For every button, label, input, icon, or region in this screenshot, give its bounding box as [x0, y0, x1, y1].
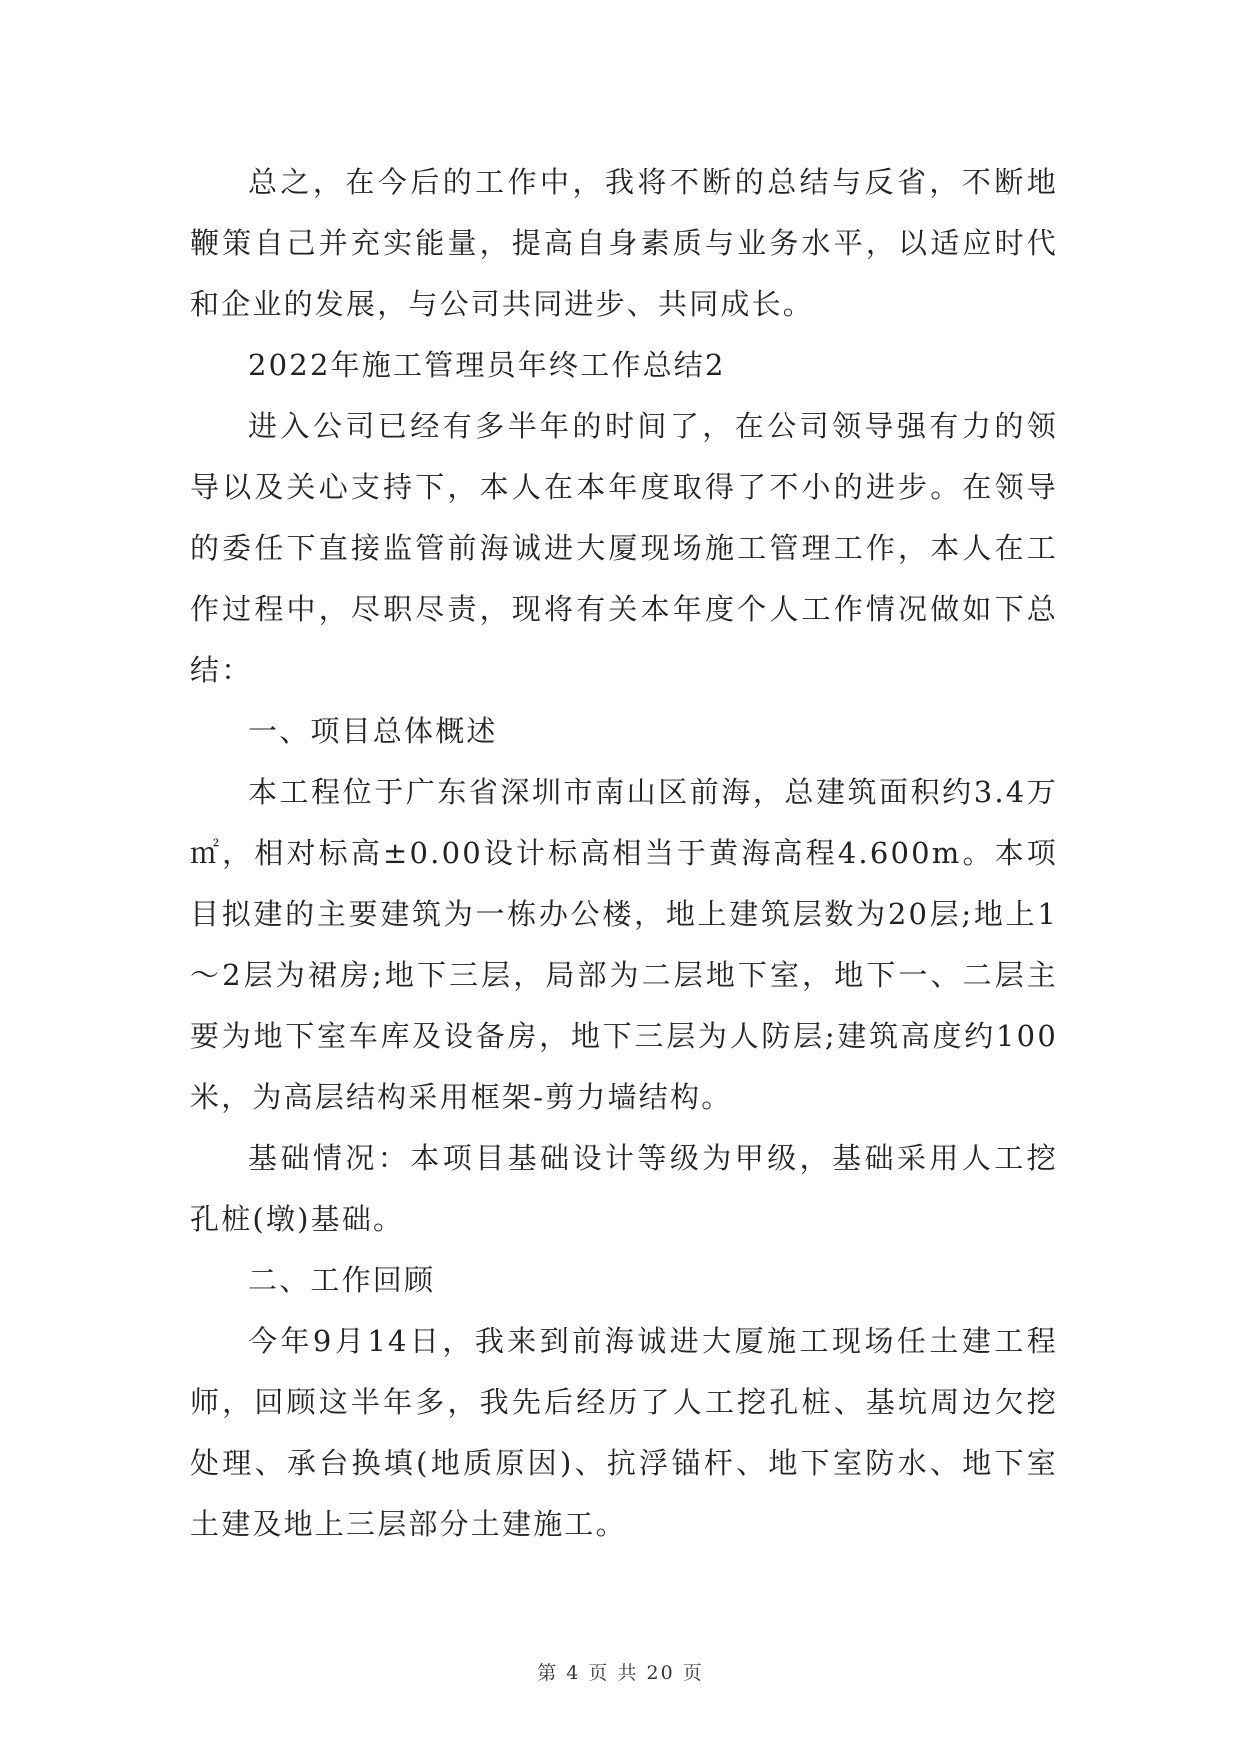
paragraph-project-description: 本工程位于广东省深圳市南山区前海，总建筑面积约3.4万㎡，相对标高±0.00设计标高相当于黄海高程4.600m。本项目拟建的主要建筑为一栋办公楼，地上建筑层数为20层;地上1～2层为裙房;地下三层，局部为二层地下室，地下一、二层主要为地下室车库及设备房，地下三层为人防层;建筑高度约100米，为高层结构采用框架-剪力墙结构。 — [190, 775, 1058, 1114]
document-body — [190, 152, 1058, 1555]
paragraph-foundation: 基础情况：本项目基础设计等级为甲级，基础采用人工挖孔桩(墩)基础。 — [190, 1141, 1058, 1236]
heading-project-overview: 一、项目总体概述 — [248, 714, 498, 748]
heading-work-review: 二、工作回顾 — [248, 1263, 436, 1297]
section-title: 2022年施工管理员年终工作总结2 — [248, 348, 726, 382]
paragraph-work-review: 今年9月14日，我来到前海诚进大厦施工现场任土建工程师，回顾这半年多，我先后经历了人工挖孔桩、基坑周边欠挖处理、承台换填(地质原因)、抗浮锚杆、地下室防水、地下室土建及地上三层部分土建施工。 — [190, 1324, 1058, 1541]
page-footer: 第 4 页 共 20 页 — [537, 1662, 704, 1684]
paragraph-summary: 总之，在今后的工作中，我将不断的总结与反省，不断地鞭策自己并充实能量，提高自身素质与业务水平，以适应时代和企业的发展，与公司共同进步、共同成长。 — [190, 165, 1058, 321]
paragraph-intro: 进入公司已经有多半年的时间了，在公司领导强有力的领导以及关心支持下，本人在本年度取得了不小的进步。在领导的委任下直接监管前海诚进大厦现场施工管理工作，本人在工作过程中，尽职尽责，现将有关本年度个人工作情况做如下总结： — [190, 409, 1058, 687]
